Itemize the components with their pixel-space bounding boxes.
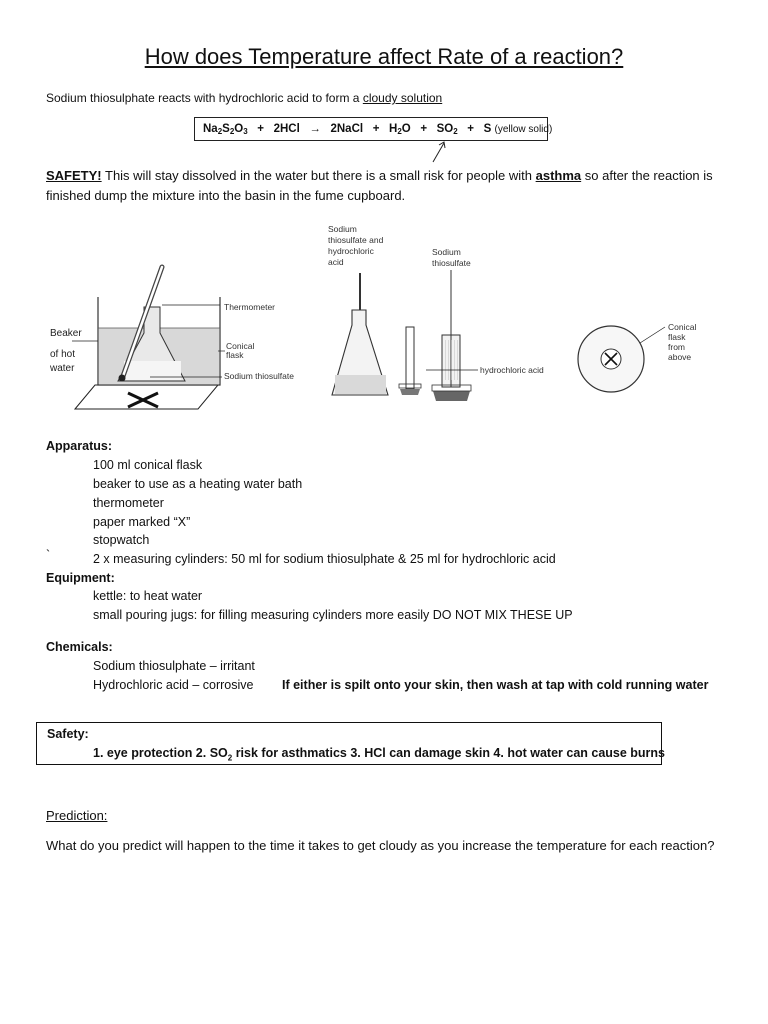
safety-box-heading: Safety:	[47, 727, 89, 741]
svg-text:water: water	[50, 363, 75, 374]
safety-box	[36, 722, 666, 765]
safety-paragraph: SAFETY! This will stay dissolved in the water but there is a small risk for people with asthma so after the reaction is finished dump the mixture into the basin in the fume cupboard.	[46, 168, 713, 203]
cloudy-solution-text: cloudy solution	[362, 91, 443, 105]
svg-text:thiosulfate and: thiosulfate and	[328, 235, 384, 245]
list-item: thermometer	[93, 496, 164, 510]
page-title: How does Temperature affect Rate of a reaction?	[144, 44, 624, 69]
list-item: 100 ml conical flask	[93, 458, 203, 472]
svg-text:Sodium: Sodium	[432, 247, 461, 257]
svg-text:of hot: of hot	[50, 349, 76, 360]
pointer-arrow-icon	[430, 140, 450, 164]
list-item: small pouring jugs: for filling measuring cylinders more easily DO NOT MIX THESE UP	[93, 608, 573, 622]
list-item: stopwatch	[93, 533, 150, 547]
safety-box-text: 1. eye protection 2. $SO_2$ risk for asthmatics 3. HCl can damage skin 4. hot water can cause burns	[93, 746, 666, 763]
svg-text:Sodium: Sodium	[328, 224, 357, 234]
chemicals-heading: Chemicals:	[46, 640, 113, 654]
equipment-heading: Equipment:	[46, 571, 115, 585]
list-item: beaker to use as a heating water bath	[93, 477, 303, 491]
list-item: paper marked “X”	[93, 515, 191, 529]
svg-text:from: from	[668, 342, 685, 352]
svg-text:hydrochloric acid: hydrochloric acid	[480, 365, 544, 375]
list-item: kettle: to heat water	[93, 589, 203, 603]
equation-box: $Na_2S_2O_3$ + 2HCl → 2NaCl + $H_2O$ + $SO_2$ + S (yellow solid)	[194, 117, 548, 141]
svg-text:Beaker: Beaker	[50, 328, 82, 339]
intro-body: Sodium thiosulphate reacts with hydrochloric acid to form a	[46, 91, 363, 105]
svg-text:thiosulfate: thiosulfate	[432, 258, 471, 268]
arrow-icon: →	[309, 123, 321, 135]
svg-text:Conical: Conical	[226, 341, 255, 351]
list-item: Sodium thiosulphate – irritant	[93, 659, 255, 673]
svg-text:Sodium thiosulfate: Sodium thiosulfate	[224, 371, 294, 381]
svg-text:flask: flask	[668, 332, 686, 342]
flask-cylinders-diagram	[328, 224, 544, 401]
apparatus-heading: Apparatus:	[46, 439, 112, 453]
water-bath-diagram	[49, 267, 294, 409]
safety-label: SAFETY!	[46, 168, 102, 183]
thermometer-label: Thermometer	[224, 302, 276, 312]
list-item: 2 x measuring cylinders: 50 ml for sodium thiosulphate & 25 ml for hydrochloric acid	[93, 552, 556, 566]
asthma-text: asthma	[535, 168, 582, 183]
svg-text:acid: acid	[328, 257, 344, 267]
apparatus-diagrams	[40, 215, 730, 420]
svg-text:above: above	[668, 352, 692, 362]
prediction-heading: Prediction:	[46, 808, 108, 823]
prediction-question: What do you predict will happen to the time it takes to get cloudy as you increase the temperature for each reaction?	[46, 838, 715, 853]
svg-text:Conical: Conical	[668, 322, 697, 332]
stray-mark: `	[46, 548, 51, 562]
flask-from-above-diagram	[578, 322, 696, 392]
spill-warning: If either is spilt onto your skin, then wash at tap with cold running water	[282, 678, 709, 692]
intro-text	[46, 91, 442, 105]
list-item: Hydrochloric acid – corrosive	[93, 678, 254, 692]
svg-text:hydrochloric: hydrochloric	[328, 246, 374, 256]
svg-text:flask: flask	[226, 350, 244, 360]
